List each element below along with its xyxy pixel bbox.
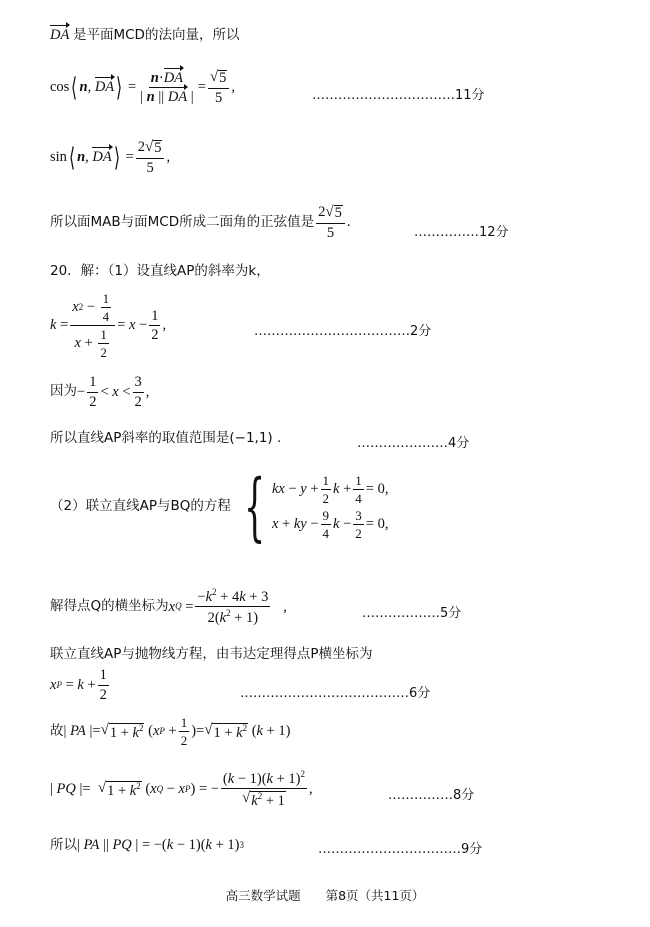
score-9: ……………………………9分: [318, 842, 483, 857]
score-4: …………………4分: [357, 436, 470, 451]
text-dihedral: 所以面MAB与面MCD所成二面角的正弦值是: [50, 213, 315, 230]
formula-cos: cos ⟨ n , DA ⟩ = $\frac{n\cdot DA}{| n || DA |}$ = √ 5 5 ,: [50, 69, 235, 106]
line-dihedral-sine: 所以面MAB与面MCD所成二面角的正弦值是 2 √ 5 5 .: [50, 204, 351, 241]
formula-PQ: | PQ |= √ $1 + k^2$ ( x Q − x P ) = − $(k - 1)(k + 1)^2$ √ $k^2 + 1$ ,: [50, 769, 313, 810]
formula-sin: sin ⟨ n , DA ⟩ = 2 √ 5 5 ,: [50, 139, 171, 176]
line-normal-vector: [50, 28, 239, 43]
score-6: …………………………………6分: [240, 686, 431, 701]
score-2: ………………………………2分: [254, 324, 432, 339]
formula-product: 所以 | PA || PQ | = −( k − 1)( k + 1) 3: [50, 836, 244, 854]
text-normal-vector: 是平面MCD的法向量，所以: [72, 27, 240, 43]
vector-DA: DA: [50, 27, 70, 43]
line-range-x: 因为 − $\frac{1}{2}$ < x < $\frac{3}{2}$ ,: [50, 374, 150, 410]
score-11: ……………………………11分: [312, 88, 485, 103]
formula-xP: x P = k + $\frac{1}{2}$: [50, 667, 107, 703]
text-system: （2）联立直线AP与BQ的方程: [50, 498, 231, 515]
formula-k: k = x 2 − $\frac{1}{4}$ x + $\frac{1}{2}$ = x − $\frac{1}{2}$ ,: [50, 291, 167, 360]
formula-PA: 故 | PA |= √ $1 + k^2$ ( x P + $\frac{1}{2}$ )= √ $1 + k^2$ ( k + 1): [50, 715, 291, 748]
score-8: ……………8分: [388, 788, 475, 803]
equation-system: kx − y + $\frac{1}{2}$ k + $\frac{1}{4}$ = 0, x + ky − $\frac{9}{4}$ k − $\frac{3}{2}$ = 0,: [271, 473, 389, 541]
line-system: （2）联立直线AP与BQ的方程 { kx − y + $\frac{1}{2}$ k + $\frac{1}{4}$ = 0, x + ky − $\frac{9}{4}$ k − $\frac{3}{2}$ = 0,: [50, 464, 389, 550]
line-xQ: 解得点Q的横坐标为 x Q = $\frac{-k^2 + 4k + 3}{2(k^2 + 1)}$ ,: [50, 587, 287, 627]
line-slope-range: 所以直线AP斜率的取值范围是(−1,1) .: [50, 430, 282, 446]
score-12: ……………12分: [414, 225, 509, 240]
page-footer: 高三数学试题 第8页（共11页）: [225, 888, 425, 903]
score-5: ………………5分: [362, 606, 462, 621]
question-20-heading: 20．解：（1）设直线AP的斜率为k，: [50, 263, 270, 279]
line-vieta: 联立直线AP与抛物线方程，由韦达定理得点P横坐标为: [50, 646, 373, 662]
